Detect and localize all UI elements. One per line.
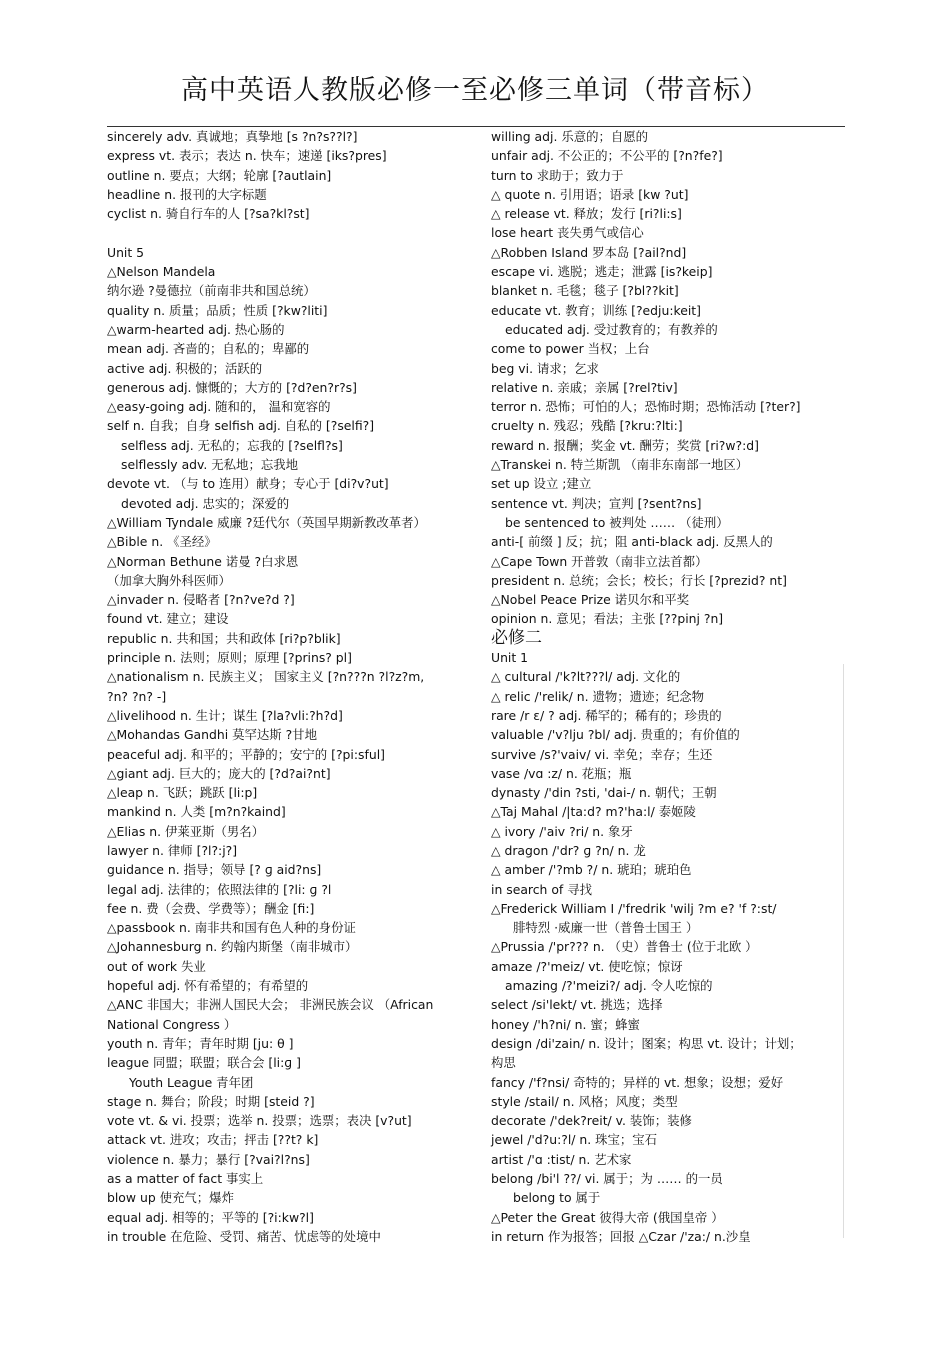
vocab-line: president n. 总统；会长；校长；行长 [?prezid? nt]	[491, 572, 787, 588]
vocab-line: ?n? ?n? -]	[107, 688, 167, 704]
vocab-line: 纳尔逊 ?曼德拉（前南非共和国总统）	[107, 283, 316, 299]
vocab-line: △Transkei n. 特兰斯凯 （南非东南部一地区）	[491, 457, 749, 473]
vocab-line: △Johannesburg n. 约翰内斯堡（南非城市）	[107, 939, 358, 955]
vocab-line: △nationalism n. 民族主义； 国家主义 [?n???n ?l?z?m,	[107, 669, 425, 685]
vocab-line: △easy-going adj. 随和的， 温和宽容的	[107, 399, 331, 415]
vocab-line: youth n. 青年；青年时期 [ju: θ ]	[107, 1035, 294, 1051]
vocab-line: △Norman Bethune 诺曼 ?白求恩	[107, 553, 299, 569]
vocab-line: △ cultural /'k?lt???l/ adj. 文化的	[491, 669, 681, 685]
vocab-line: Youth League 青年团	[129, 1074, 254, 1090]
vocab-line: △Bible n. 《圣经》	[107, 534, 217, 550]
column-edge-line	[843, 664, 844, 1238]
vocab-line: league 同盟；联盟；联合会 [li:ɡ ]	[107, 1055, 301, 1071]
vocab-line: △Frederick William I /'fredrik 'wilj ?m e? 'f ?:st/	[491, 900, 777, 916]
vocab-line: hopeful adj. 怀有希望的；有希望的	[107, 978, 309, 994]
vocab-line: legal adj. 法律的；依照法律的 [?li: ɡ ?l	[107, 881, 332, 897]
vocab-line: △Nelson Mandela	[107, 264, 216, 280]
vocab-line: be sentenced to 被判处 …… （徒刑）	[505, 514, 729, 530]
vocab-line: blanket n. 毛毯；毯子 [?bl??kit]	[491, 283, 679, 299]
vocab-line: △Elias n. 伊莱亚斯（男名）	[107, 823, 265, 839]
vocab-line: selfless adj. 无私的；忘我的 [?selfl?s]	[121, 437, 343, 453]
vocab-line: lose heart 丧失勇气或信心	[491, 225, 644, 241]
section-heading: 必修二	[491, 627, 542, 648]
vocab-line: dynasty /'din ?sti, 'dai-/ n. 朝代；王朝	[491, 785, 717, 801]
vocab-line: sentence vt. 判决；宣判 [?sent?ns]	[491, 495, 702, 511]
vocab-line: vase /vɑ :z/ n. 花瓶；瓶	[491, 765, 632, 781]
vocab-line: △Prussia /'pr??? n. （史）普鲁士 (位于北欧 ）	[491, 939, 758, 955]
vocab-line: attack vt. 进攻；攻击；抨击 [??t? k]	[107, 1132, 319, 1148]
vocab-line: 腓特烈 ·威廉一世（普鲁士国王 ）	[513, 920, 699, 936]
vocab-line: in trouble 在危险、受罚、痛苦、忧虑等的处境中	[107, 1228, 381, 1244]
vocab-line: in return 作为报答；回报 △Czar /'za:/ n.沙皇	[491, 1228, 751, 1244]
vocab-line: Unit 1	[491, 650, 529, 666]
vocab-line: rare /r ε/ ? adj. 稀罕的；稀有的；珍贵的	[491, 707, 722, 723]
vocab-line: principle n. 法则；原则；原理 [?prins? pl]	[107, 650, 352, 666]
vocab-line: style /stail/ n. 风格；风度；类型	[491, 1093, 678, 1109]
vocab-line: educated adj. 受过教育的；有教养的	[505, 321, 718, 337]
vocab-line: reward n. 报酬；奖金 vt. 酬劳；奖赏 [ri?w?:d]	[491, 437, 759, 453]
vocab-line: △Nobel Peace Prize 诺贝尔和平奖	[491, 592, 690, 608]
vocab-line: mean adj. 吝啬的；自私的；卑鄙的	[107, 341, 310, 357]
vocab-line: devote vt. （与 to 连用）献身；专心于 [di?v?ut]	[107, 476, 389, 492]
vocab-line: △ amber /'?mb ?/ n. 琥珀；琥珀色	[491, 862, 692, 878]
vocab-line: △Robben Island 罗本岛 [?ail?nd]	[491, 244, 687, 260]
vocab-line: unfair adj. 不公正的；不公平的 [?n?fe?]	[491, 148, 723, 164]
vocab-line: design /di'zain/ n. 设计；图案；构思 vt. 设计；计划；	[491, 1035, 802, 1051]
vocab-line: found vt. 建立；建设	[107, 611, 229, 627]
vocab-line: headline n. 报刊的大字标题	[107, 186, 267, 202]
vocab-line: belong /bi'l ??/ vi. 属于；为 …… 的一员	[491, 1171, 723, 1187]
vocab-line: artist /'ɑ :tist/ n. 艺术家	[491, 1151, 632, 1167]
vocab-line: △giant adj. 巨大的；庞大的 [?d?ai?nt]	[107, 765, 331, 781]
vocab-line: △leap n. 飞跃；跳跃 [li:p]	[107, 785, 258, 801]
vocab-line: guidance n. 指导；领导 [? ɡ aid?ns]	[107, 862, 322, 878]
vocab-line: △ relic /'relik/ n. 遗物；遗迹；纪念物	[491, 688, 704, 704]
vocab-line: vote vt. & vi. 投票；选举 n. 投票；选票；表决 [v?ut]	[107, 1113, 412, 1129]
vocab-line: fee n. 费（会费、学费等）；酬金 [fi:]	[107, 900, 315, 916]
vocab-line: （加拿大胸外科医师）	[107, 572, 231, 588]
vocab-line: △Taj Mahal /|ta:d? m?'ha:l/ 泰姬陵	[491, 804, 696, 820]
vocab-line: generous adj. 慷慨的；大方的 [?d?en?r?s]	[107, 379, 357, 395]
vocab-line: terror n. 恐怖；可怕的人；恐怖时期；恐怖活动 [?ter?]	[491, 399, 801, 415]
vocab-line: △passbook n. 南非共和国有色人种的身份证	[107, 920, 356, 936]
vocab-line: outline n. 要点；大纲；轮廓 [?autlain]	[107, 167, 332, 183]
vocab-line: equal adj. 相等的；平等的 [?i:kw?l]	[107, 1209, 314, 1225]
vocab-line: quality n. 质量；品质；性质 [?kw?liti]	[107, 302, 328, 318]
vocab-line: Unit 5	[107, 244, 145, 260]
vocab-line: educate vt. 教育；训练 [?edju:keit]	[491, 302, 701, 318]
vocab-line: belong to 属于	[513, 1190, 601, 1206]
vocab-line: escape vi. 逃脱；逃走；泄露 [is?keip]	[491, 264, 713, 280]
vocab-line: △Cape Town 开普敦（南非立法首都）	[491, 553, 708, 569]
vocab-line: relative n. 亲戚；亲属 [?rel?tiv]	[491, 379, 678, 395]
vocab-line: △ release vt. 释放；发行 [ri?li:s]	[491, 206, 682, 222]
vocab-line: △Peter the Great 彼得大帝 (俄国皇帝 ）	[491, 1209, 724, 1225]
vocab-line: mankind n. 人类 [m?n?kaind]	[107, 804, 286, 820]
vocab-line: amazing /?'meizi?/ adj. 令人吃惊的	[505, 978, 713, 994]
vocab-line: △Mohandas Gandhi 莫罕达斯 ?甘地	[107, 727, 317, 743]
right-column	[491, 127, 843, 1246]
vocab-line: violence n. 暴力；暴行 [?vai?l?ns]	[107, 1151, 310, 1167]
vocab-line: △invader n. 侵略者 [?n?ve?d ?]	[107, 592, 295, 608]
vocab-line: cyclist n. 骑自行车的人 [?sa?kl?st]	[107, 206, 310, 222]
vocab-line	[107, 223, 487, 242]
vocab-line: devoted adj. 忠实的；深爱的	[121, 495, 290, 511]
vocab-line: National Congress ）	[107, 1016, 237, 1032]
vocab-line: jewel /'d?u:?l/ n. 珠宝；宝石	[491, 1132, 658, 1148]
vocab-line: amaze /?'meiz/ vt. 使吃惊；惊讶	[491, 958, 683, 974]
vocab-line: △livelihood n. 生计；谋生 [?la?vli:?h?d]	[107, 707, 343, 723]
vocab-line: △ quote n. 引用语；语录 [kw ?ut]	[491, 186, 689, 202]
vocab-line: anti-[ 前缀 ] 反；抗；阻 anti-black adj. 反黑人的	[491, 534, 773, 550]
vocab-line: set up 设立 ;建立	[491, 476, 592, 492]
left-column	[107, 127, 487, 1246]
vocab-line: come to power 当权；上台	[491, 341, 650, 357]
vocab-line: cruelty n. 残忍；残酷 [?kru:?lti:]	[491, 418, 683, 434]
vocab-line: republic n. 共和国；共和政体 [ri?p?blik]	[107, 630, 341, 646]
vocab-line: active adj. 积极的；活跃的	[107, 360, 263, 376]
vocab-line: survive /s?'vaiv/ vi. 幸免；幸存；生还	[491, 746, 713, 762]
vocab-line: express vt. 表示；表达 n. 快车；速递 [iks?pres]	[107, 148, 387, 164]
vocab-line: △warm-hearted adj. 热心肠的	[107, 321, 285, 337]
vocab-line: △ ivory /'aiv ?ri/ n. 象牙	[491, 823, 633, 839]
vocab-line: turn to 求助于；致力于	[491, 167, 624, 183]
page-title: 高中英语人教版必修一至必修三单词（带音标）	[181, 75, 769, 106]
vocab-line: blow up 使充气；爆炸	[107, 1190, 234, 1206]
vocab-line: select /si'lekt/ vt. 挑选；选择	[491, 997, 663, 1013]
vocab-line: in search of 寻找	[491, 881, 592, 897]
vocab-line: sincerely adv. 真诚地；真挚地 [s ?n?s??l?]	[107, 129, 358, 144]
vocab-line: △William Tyndale 威廉 ?廷代尔（英国早期新教改革者）	[107, 514, 426, 530]
vocab-line: willing adj. 乐意的；自愿的	[491, 129, 649, 144]
vocab-line: as a matter of fact 事实上	[107, 1171, 264, 1187]
vocab-line: 构思	[491, 1055, 516, 1071]
vocab-line: stage n. 舞台；阶段；时期 [steid ?]	[107, 1093, 315, 1109]
vocab-line: opinion n. 意见；看法；主张 [??pinj ?n]	[491, 611, 724, 627]
vocab-line: peaceful adj. 和平的；平静的；安宁的 [?pi:sful]	[107, 746, 385, 762]
vocab-line: self n. 自我；自身 selfish adj. 自私的 [?selfi?]	[107, 418, 375, 434]
vocab-line: △ dragon /'dr? ɡ ?n/ n. 龙	[491, 842, 646, 858]
vocab-line: lawyer n. 律师 [?l?:j?]	[107, 842, 238, 858]
vocab-line: fancy /'f?nsi/ 奇特的；异样的 vt. 想象；设想；爱好	[491, 1074, 784, 1090]
vocab-line: honey /'h?ni/ n. 蜜；蜂蜜	[491, 1016, 640, 1032]
vocab-line: valuable /'v?lju ?bl/ adj. 贵重的；有价值的	[491, 727, 740, 743]
vocab-line: decorate /'dek?reit/ v. 装饰；装修	[491, 1113, 692, 1129]
vocab-line: selflessly adv. 无私地；忘我地	[121, 457, 299, 473]
vocab-line: △ANC 非国大；非洲人国民大会； 非洲民族会议 （African	[107, 997, 434, 1013]
vocab-line: beg vi. 请求；乞求	[491, 360, 599, 376]
vocab-line: out of work 失业	[107, 958, 206, 974]
